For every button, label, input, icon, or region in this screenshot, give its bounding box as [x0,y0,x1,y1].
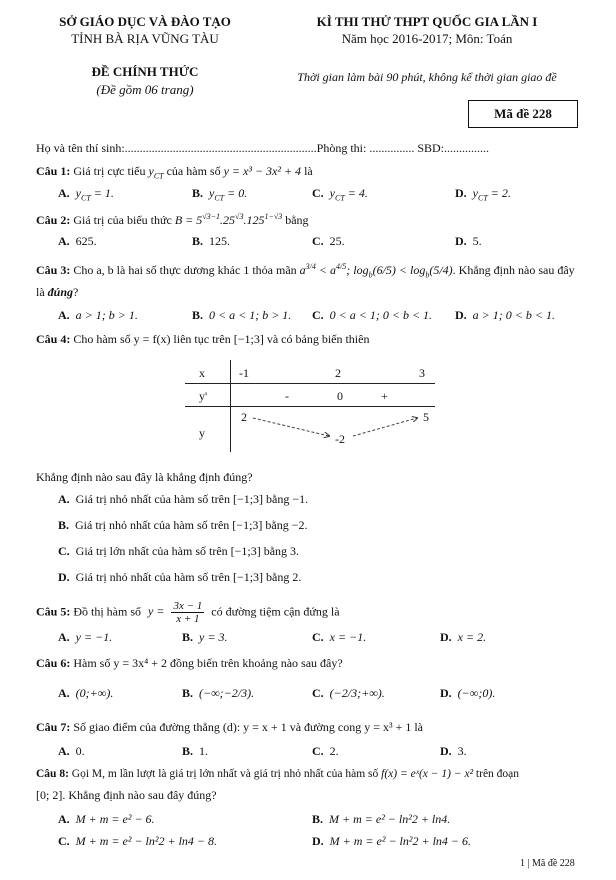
option-letter: D. [440,686,452,700]
math-base: .25 [220,213,236,227]
table-yp-value: 0 [337,389,343,403]
math-formula: f(x) = eˣ(x − 1) − x² [381,768,474,780]
math-exp: √3 [235,212,244,221]
department-line-1: SỞ GIÁO DỤC VÀ ĐÀO TẠO [59,14,231,29]
option-text: Giá trị nhỏ nhất của hàm số trên [−1;3] bằng 2. [75,570,302,584]
q1-option-d[interactable] [455,186,511,202]
decreasing-arrow [253,418,329,436]
math-var: y [148,164,154,178]
table-y-value: 2 [241,410,247,424]
table-x-value: 2 [335,366,341,380]
math-sub: CT [153,171,164,181]
q7-option-d[interactable] [440,744,467,759]
question-text-2: . Khẳng định nào sau đây [452,263,575,277]
table-y-label: y [199,426,205,440]
question-text-3: là [36,285,45,299]
math-formula: y = x³ − 3x² + 4 [223,164,302,178]
opt-var: y [329,186,335,200]
fraction-numerator: 3x − 1 [173,600,203,612]
option-letter: C. [312,630,324,644]
opt-val: = 2. [487,186,511,200]
q5-option-b[interactable] [182,630,227,645]
option-text: 0 < a < 1; 0 < b < 1. [329,308,433,322]
variation-table [185,360,435,452]
question-1 [36,164,313,180]
option-text: (−∞;0). [457,686,496,700]
question-label: Câu 4: [36,332,71,346]
option-letter: A. [58,186,70,200]
option-text: Giá trị lớn nhất của hàm số trên [−1;3] bằng 3. [75,544,300,558]
option-letter: B. [192,186,204,200]
question-label: Câu 5: [36,604,71,619]
math-exp: √3−1 [202,212,221,221]
question-text: Gọi M, m lần lượt là giá trị lớn nhất và giá trị nhỏ nhất của hàm số [71,768,379,780]
math-y-equals: y = [148,604,165,619]
question-label: Câu 2: [36,213,71,227]
q4-option-a[interactable] [58,492,308,507]
q4-option-d[interactable] [58,570,301,585]
q3-option-c[interactable] [312,308,432,323]
option-text: x = 2. [457,630,487,644]
option-text: a > 1; 0 < b < 1. [472,308,555,322]
math-base: .125 [243,213,265,227]
opt-val: = 0. [224,186,248,200]
q3-option-d[interactable] [455,308,555,323]
question-6 [36,656,343,671]
q5-option-d[interactable] [440,630,486,645]
option-text: 0. [75,744,85,758]
option-letter: B. [182,630,194,644]
q7-option-c[interactable] [312,744,339,759]
question-end: ? [73,285,79,299]
table-yp-value: + [381,389,388,403]
question-text: Đồ thị hàm số [73,604,142,619]
question-text: Số giao điểm của đường thẳng (d): y = x + 1 và đường cong y = x³ + 1 là [73,720,423,734]
option-letter: D. [455,308,467,322]
option-letter: A. [58,308,70,322]
year-subject: Năm học 2016-2017; Môn: Toán [341,31,513,46]
emphasis: đúng [47,285,74,299]
option-letter: C. [58,834,70,848]
q7-option-a[interactable] [58,744,85,759]
option-letter: A. [58,630,70,644]
question-8-cont: [0; 2]. Khẳng định nào sau đây đúng? [36,788,217,802]
option-text: y = −1. [75,630,113,644]
question-text-2: có đường tiệm cận đứng là [211,604,340,619]
option-letter: C. [312,686,324,700]
option-letter: A. [58,812,70,826]
opt-sub: CT [478,193,488,203]
question-text-2: bằng [285,213,309,227]
option-letter: C. [312,308,324,322]
q5-option-c[interactable] [312,630,366,645]
time-note: Thời gian làm bài 90 phút, không kể thời gian giao đề [297,70,557,84]
opt-sub: CT [335,193,345,203]
q6-option-d[interactable] [440,686,495,701]
q2-option-d[interactable] [455,234,482,249]
q1-option-c[interactable] [312,186,368,202]
question-label: Câu 8: [36,768,69,780]
question-5 [36,600,340,625]
question-8 [36,768,519,780]
option-text: a > 1; b > 1. [75,308,138,322]
opt-var: y [472,186,478,200]
option-letter: B. [312,812,324,826]
exam-title: KÌ THI THỬ THPT QUỐC GIA LẦN I [316,14,538,29]
official-label: ĐỀ CHÍNH THỨC [91,64,199,79]
q1-option-a[interactable] [58,186,114,202]
question-label: Câu 3: [36,263,71,277]
option-letter: A. [58,492,70,506]
question-4-prompt: Khẳng định nào sau đây là khẳng định đúng? [36,470,253,484]
option-letter: D. [440,630,452,644]
option-letter: D. [440,744,452,758]
question-2 [36,212,309,228]
option-text: 625. [75,234,97,248]
q8-option-b[interactable] [312,812,450,827]
option-text: (0;+∞). [75,686,114,700]
q6-option-b[interactable] [182,686,254,701]
math-base: B = 5 [174,213,203,227]
option-text: Giá trị nhỏ nhất của hàm số trên [−1;3] bằng −2. [75,518,308,532]
option-text: (−∞;−2/3). [199,686,255,700]
option-text: (−2/3;+∞). [329,686,385,700]
table-y-value: -2 [335,432,345,446]
table-x-value: -1 [239,366,249,380]
q8-option-d[interactable] [312,834,471,849]
option-text: M + m = e² − ln²2 + ln4. [329,812,451,826]
q2-option-a[interactable] [58,234,97,249]
math-exp: 1−√3 [264,212,283,221]
inequality-formula: $a^{3/4} < a^{4/5}$; $\log_b(6/5) < \log_b(5/4)$ [299,262,453,280]
opt-sub: CT [81,193,91,203]
option-text: M + m = e² − ln²2 + ln4 − 8. [75,834,218,848]
question-7 [36,720,423,735]
q5-option-a[interactable] [58,630,112,645]
opt-sub: CT [214,193,225,203]
exam-code-box: Mã đề 228 [468,100,578,128]
fraction-denominator: x + 1 [176,613,200,625]
student-info-line: Họ và tên thí sinh:................................................................Phòng thi: ............... SBD:............... [36,141,490,155]
option-letter: C. [312,234,324,248]
option-letter: C. [312,186,324,200]
table-yp-value: - [285,389,289,403]
question-3 [36,262,575,279]
q4-option-c[interactable] [58,544,299,559]
option-letter: C. [312,744,324,758]
option-letter: B. [58,518,70,532]
q3-option-a[interactable] [58,308,138,323]
option-letter: B. [192,234,204,248]
option-text: M + m = e² − 6. [75,812,155,826]
table-y-value: 5 [423,410,429,424]
q6-option-c[interactable] [312,686,385,701]
option-text: 2. [329,744,339,758]
option-letter: B. [192,308,204,322]
question-text: Cho hàm số y = f(x) liên tục trên [−1;3] và có bảng biến thiên [73,332,370,346]
opt-var: y [209,186,215,200]
option-text: 125. [209,234,231,248]
question-label: Câu 7: [36,720,71,734]
pages-note: (Đề gồm 06 trang) [96,82,194,97]
q1-option-b[interactable] [192,186,247,202]
option-text: x = −1. [329,630,367,644]
option-text: 0 < a < 1; b > 1. [209,308,292,322]
opt-val: = 1. [90,186,114,200]
table-yp-label: y' [199,389,208,403]
q2-option-b[interactable] [192,234,230,249]
question-3-cont [36,285,78,300]
q6-option-a[interactable] [58,686,113,701]
question-text-2: trên đoạn [475,768,520,780]
q4-option-b[interactable] [58,518,308,533]
q8-option-a[interactable] [58,812,155,827]
q8-option-c[interactable] [58,834,217,849]
question-text: Giá trị của biểu thức [73,213,172,227]
option-letter: A. [58,686,70,700]
table-x-label: x [199,366,205,380]
option-text: Giá trị nhỏ nhất của hàm số trên [−1;3] bằng −1. [75,492,309,506]
variation-arrows [185,360,435,452]
option-text: M + m = e² − ln²2 + ln4 − 6. [329,834,472,848]
option-letter: B. [182,686,194,700]
increasing-arrow [353,418,417,436]
q2-option-c[interactable] [312,234,345,249]
fraction [171,600,204,625]
question-4 [36,332,369,347]
option-text: 25. [329,234,345,248]
question-text-3: là [304,164,313,178]
opt-val: = 4. [344,186,368,200]
option-letter: A. [58,744,70,758]
option-text: y = 3. [199,630,228,644]
question-text: Cho a, b là hai số thực dương khác 1 thỏa mãn [73,263,297,277]
option-text: 3. [457,744,467,758]
option-letter: D. [312,834,324,848]
option-letter: B. [182,744,194,758]
option-letter: A. [58,234,70,248]
option-text: 5. [472,234,482,248]
option-letter: D. [455,234,467,248]
question-label: Câu 6: [36,656,71,670]
question-text-2: của hàm số [166,164,221,178]
option-letter: D. [455,186,467,200]
question-text: Hàm số y = 3x⁴ + 2 đồng biến trên khoảng nào sau đây? [73,656,343,670]
opt-var: y [75,186,81,200]
page-footer: 1 | Mã đề 228 [520,858,575,869]
table-x-value: 3 [419,366,425,380]
option-letter: C. [58,544,70,558]
q3-option-b[interactable] [192,308,291,323]
question-label: Câu 1: [36,164,71,178]
q7-option-b[interactable] [182,744,208,759]
department-line-2: TỈNH BÀ RỊA VŨNG TÀU [71,31,219,46]
option-letter: D. [58,570,70,584]
question-text: Giá trị cực tiểu [73,164,146,178]
option-text: 1. [199,744,209,758]
